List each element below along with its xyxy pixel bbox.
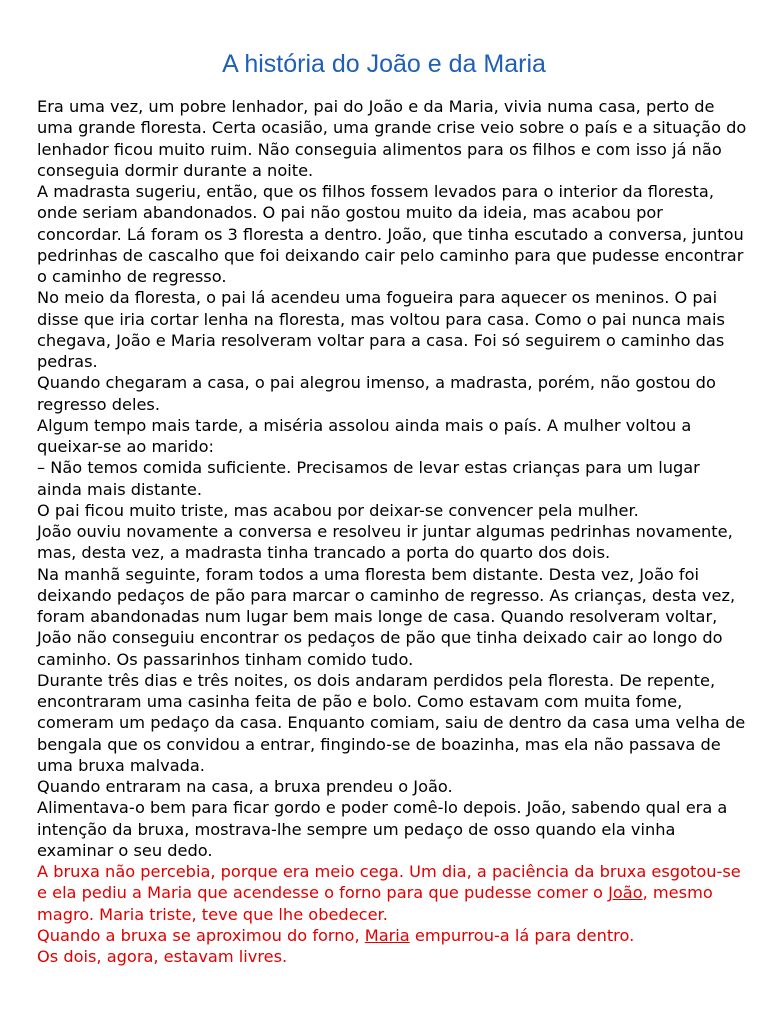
- paragraph-10: Durante três dias e três noites, os dois andaram perdidos pela floresta. De repente, encontraram uma casinha feita de pão e bolo. Como estavam com muita fome, comeram um pedaço da casa. Enquanto comiam, saiu de dentro da casa uma velha de bengala que os convidou a entrar, fingindo-se de boazinha, mas ela não passava de uma bruxa malvada.: [37, 670, 746, 775]
- red-paragraph-1-before: A bruxa não percebia, porque era meio cega. Um dia, a paciência da bruxa esgotou-se e ela pediu a Maria que acendesse o forno para que pudesse comer o: [37, 862, 741, 903]
- red-paragraph-1-after: , mesmo magro. Maria triste, teve que lhe obedecer.: [37, 883, 713, 924]
- paragraph-9: Na manhã seguinte, foram todos a uma floresta bem distante. Desta vez, João foi deixando pedaços de pão para marcar o caminho de regresso. As crianças, desta vez, foram abandonadas num lugar bem mais longe de casa. Quando resolveram voltar, João não conseguiu encontrar os pedaços de pão que tinha deixado cair ao longo do caminho. Os passarinhos tinham comido tudo.: [37, 564, 736, 669]
- story-body: [37, 96, 749, 967]
- paragraph-8: João ouviu novamente a conversa e resolveu ir juntar algumas pedrinhas novamente, mas, desta vez, a madrasta tinha trancado a porta do quarto dos dois.: [37, 522, 733, 563]
- paragraph-5: Algum tempo mais tarde, a miséria assolou ainda mais o país. A mulher voltou a queixar-se ao marido:: [37, 415, 692, 456]
- paragraph-7: O pai ficou muito triste, mas acabou por deixar-se convencer pela mulher.: [37, 500, 639, 520]
- red-paragraph-2-before: Quando a bruxa se aproximou do forno,: [37, 925, 365, 945]
- red-paragraph-3: Os dois, agora, estavam livres.: [37, 947, 288, 966]
- red-paragraph-1: [37, 861, 749, 925]
- underlined-name-joao: João: [608, 883, 643, 903]
- red-paragraph-2: [37, 925, 749, 946]
- paragraph-11: Quando entraram na casa, a bruxa prendeu o João.: [37, 777, 453, 796]
- paragraph-1: Era uma vez, um pobre lenhador, pai do João e da Maria, vivia numa casa, perto de uma grande floresta. Certa ocasião, uma grande crise veio sobre o país e a situação do lenhador ficou muito ruim. Não conseguia alimentos para os filhos e com isso já não conseguia dormir durante a noite.: [37, 97, 747, 180]
- paragraph-2: A madrasta sugeriu, então, que os filhos fossem levados para o interior da floresta, onde seriam abandonados. O pai não gostou muito da ideia, mas acabou por concordar. Lá foram os 3 floresta a dentro. João, que tinha escutado a conversa, juntou pedrinhas de cascalho que foi deixando cair pelo caminho para que pudesse encontrar o caminho de regresso.: [37, 182, 744, 286]
- paragraph-3: No meio da floresta, o pai lá acendeu uma fogueira para aquecer os meninos. O pai disse que iria cortar lenha na floresta, mas voltou para casa. Como o pai nunca mais chegava, João e Maria resolveram voltar para a casa. Foi só seguirem o caminho das pedras.: [37, 288, 725, 371]
- story-title: A história do João e da Maria: [222, 50, 546, 78]
- paragraph-4: Quando chegaram a casa, o pai alegrou imenso, a madrasta, porém, não gostou do regresso deles.: [37, 373, 716, 414]
- paragraph-6: – Não temos comida suficiente. Precisamos de levar estas crianças para um lugar ainda mais distante.: [37, 458, 700, 499]
- paragraph-12: Alimentava-o bem para ficar gordo e poder comê-lo depois. João, sabendo qual era a intenção da bruxa, mostrava-lhe sempre um pedaço de osso quando ela vinha examinar o seu dedo.: [37, 798, 728, 860]
- red-paragraph-2-after: empurrou-a lá para dentro.: [409, 925, 635, 945]
- underlined-name-maria: Maria: [364, 925, 410, 945]
